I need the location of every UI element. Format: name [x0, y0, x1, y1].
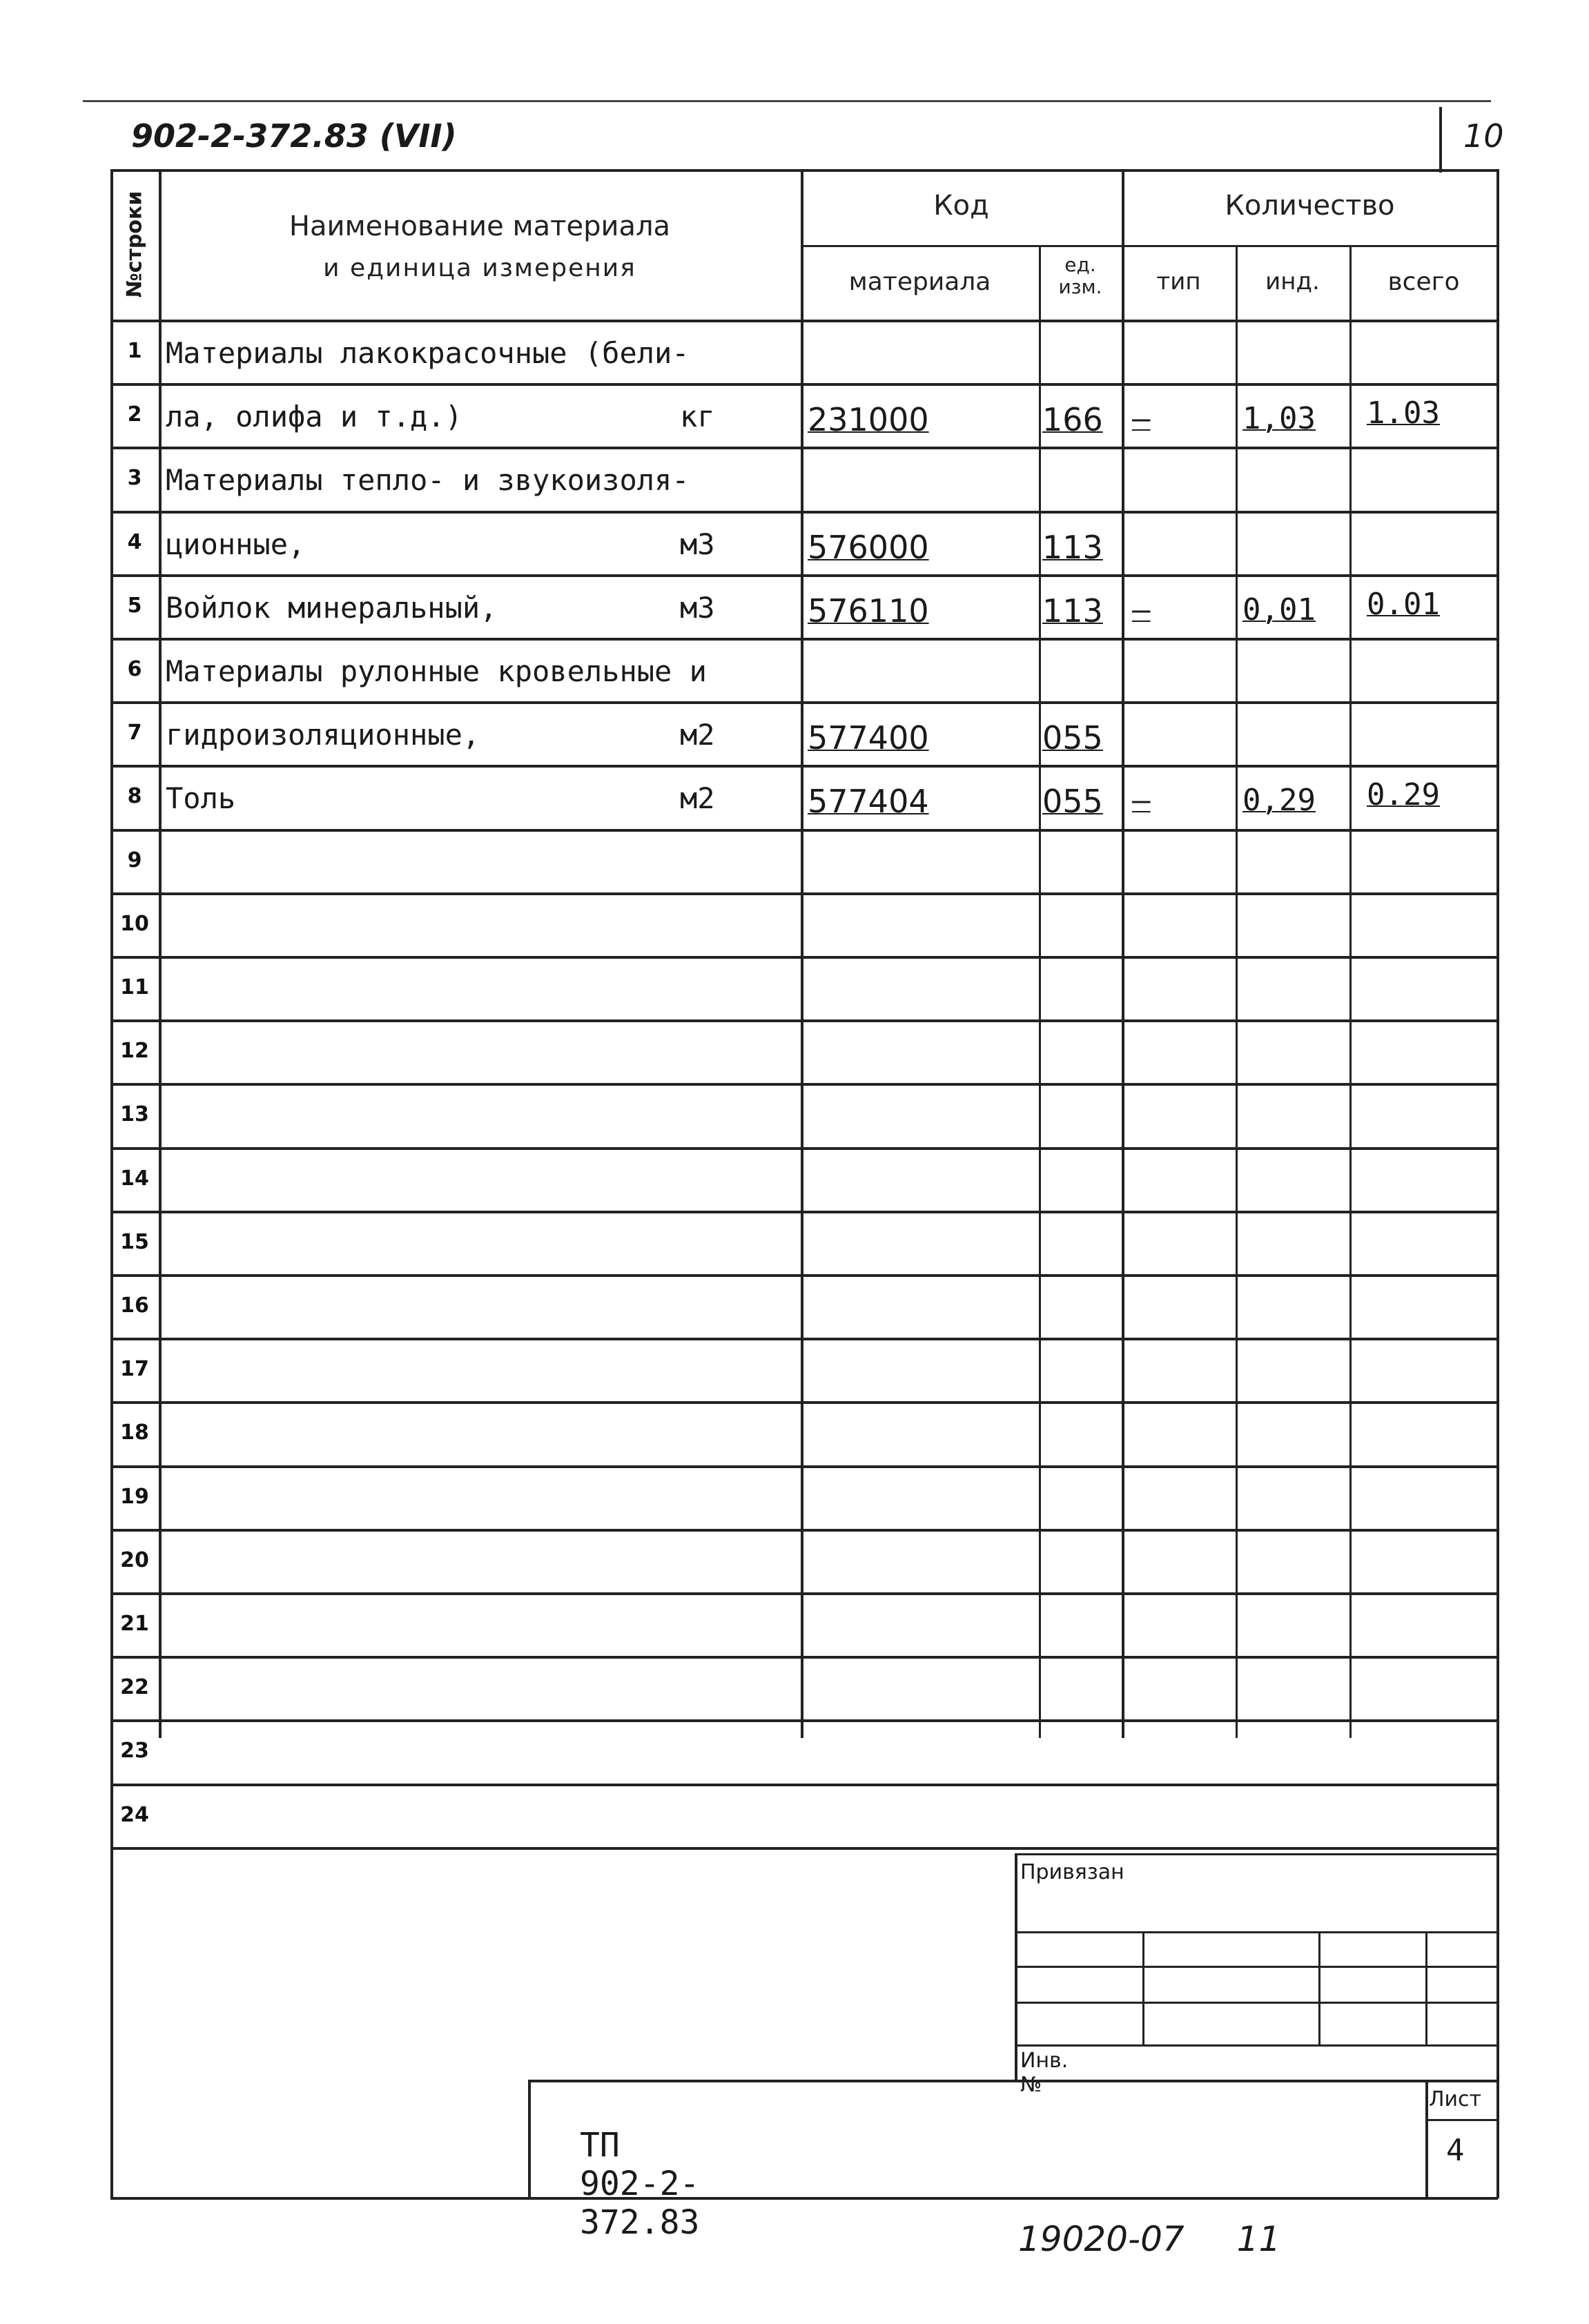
table-top-border [110, 169, 1498, 172]
row-number: 7 [127, 721, 142, 745]
material-code: 576110 [808, 592, 929, 629]
qty-individual: 1,03 [1242, 401, 1316, 437]
row-separator [110, 447, 1498, 449]
name-column-header: Наименование материала [289, 211, 671, 242]
qty-ind-header: инд. [1265, 268, 1320, 295]
row-separator [110, 1592, 1498, 1595]
unit-code: 113 [1042, 592, 1103, 629]
unit-code: 113 [1042, 528, 1103, 566]
row-number: 22 [120, 1675, 149, 1700]
row-separator [110, 701, 1498, 704]
material-code: 576000 [808, 528, 929, 566]
row-separator [110, 1083, 1498, 1086]
material-code: 231000 [808, 401, 929, 439]
row-separator [110, 574, 1498, 577]
unit-code: 055 [1042, 719, 1103, 757]
row-separator [110, 1719, 1498, 1722]
row-number: 4 [127, 529, 142, 554]
row-number: 6 [127, 657, 142, 681]
sheet-label: Лист [1429, 2087, 1482, 2111]
material-name: Материалы рулонные кровельные и [166, 654, 707, 688]
row-separator [110, 829, 1498, 832]
row-separator [110, 1147, 1498, 1150]
material-name: гидроизоляционные, [166, 718, 480, 752]
qty-individual: 0,01 [1242, 592, 1316, 627]
header-bottom-line [110, 320, 1498, 322]
code-unit-header: ед. изм. [1058, 253, 1102, 298]
row-number: 8 [127, 784, 142, 809]
row-number: 10 [120, 911, 149, 936]
col-divider-ind [1349, 245, 1352, 1738]
unit-code: 166 [1042, 401, 1103, 439]
unit-of-measure: м3 [680, 527, 715, 561]
row-separator [110, 1274, 1498, 1277]
qty-type: – [1132, 401, 1151, 437]
code-material-header: материала [848, 268, 991, 296]
row-separator [110, 1211, 1498, 1213]
qty-total: 1.03 [1367, 396, 1440, 431]
title-block-sheet-divider [1425, 2080, 1428, 2197]
row-number: 23 [120, 1739, 149, 1764]
material-name: ционные, [166, 527, 306, 561]
qty-type: – [1132, 592, 1151, 627]
stamp-top-border [1015, 1853, 1498, 1855]
qty-total: 0.29 [1367, 777, 1440, 813]
unit-of-measure: м2 [680, 781, 715, 816]
col-divider-code [1039, 245, 1041, 1738]
unit-of-measure: м3 [680, 590, 715, 625]
row-separator [110, 1401, 1498, 1404]
footer-handwritten-code: 19020-07 [1018, 2219, 1185, 2259]
table-bottom-border [110, 2197, 1498, 2200]
material-name: Толь [166, 781, 236, 816]
row-separator [110, 1784, 1498, 1786]
row-number: 9 [127, 848, 142, 872]
inventory-label: Инв. № [1020, 2049, 1069, 2097]
row-separator [110, 1019, 1498, 1022]
qty-total-header: всего [1387, 268, 1460, 296]
issue-mark: (VII) [379, 117, 457, 155]
row-separator [110, 1465, 1498, 1468]
col-divider-type [1236, 245, 1238, 1738]
material-name: Материалы лакокрасочные (бели- [166, 336, 690, 370]
row-number: 19 [120, 1484, 149, 1509]
row-number: 20 [120, 1547, 149, 1572]
row-separator [110, 956, 1498, 959]
series-code-text: 902-2-372.83 [131, 117, 369, 155]
sheet-label-divider [1425, 2119, 1498, 2121]
row-separator [110, 1338, 1498, 1340]
row-separator [110, 638, 1498, 641]
name-column-header-line2: и единица измерения [323, 254, 636, 282]
footer-handwritten-suffix: 11 [1236, 2219, 1281, 2259]
row-separator [110, 1847, 1498, 1850]
row-number: 18 [120, 1420, 149, 1445]
document-title: ТП 902-2-372.83 [580, 2126, 700, 2242]
table-right-border [1497, 169, 1499, 2198]
row-number: 21 [120, 1612, 149, 1636]
material-name: Войлок минеральный, [166, 590, 498, 625]
row-number: 3 [127, 466, 142, 491]
code-group-header: Код [933, 190, 989, 222]
title-block-top [528, 2080, 1498, 2082]
row-separator [110, 1656, 1498, 1659]
row-separator [110, 1529, 1498, 1532]
row-separator [110, 511, 1498, 514]
material-code: 577404 [808, 783, 929, 821]
qty-type: – [1132, 783, 1151, 819]
row-number: 1 [127, 339, 142, 363]
row-number: 14 [120, 1166, 149, 1191]
corner-divider [1439, 107, 1442, 173]
row-number: 2 [127, 402, 142, 427]
unit-code: 055 [1042, 783, 1103, 821]
qty-individual: 0,29 [1242, 783, 1316, 819]
stamp-grid-col-3 [1425, 1931, 1427, 2044]
col-divider-name [801, 169, 803, 1738]
unit-of-measure: кг [680, 400, 715, 434]
row-separator [110, 383, 1498, 386]
row-number: 13 [120, 1102, 149, 1127]
footer-handwritten-number [1018, 2219, 1280, 2259]
row-number: 11 [120, 975, 149, 999]
material-name: ла, олифа и т.д.) [166, 400, 462, 434]
row-separator [110, 765, 1498, 768]
row-number: 15 [120, 1229, 149, 1254]
col-divider-unit [1122, 169, 1124, 1738]
header-sub-line [801, 245, 1498, 247]
row-number: 12 [120, 1039, 149, 1064]
row-separator [110, 892, 1498, 895]
qty-group-header: Количество [1225, 190, 1395, 222]
row-number-header [110, 169, 159, 320]
stamp-grid-col-2 [1318, 1931, 1320, 2044]
col-divider-number [159, 169, 162, 1738]
title-block-left [528, 2080, 531, 2197]
page-corner-number: 10 [1463, 117, 1504, 155]
stamp-grid-col-1 [1142, 1931, 1144, 2044]
document-series-code [131, 117, 457, 155]
attached-label: Привязан [1020, 1860, 1124, 1884]
material-code: 577400 [808, 719, 929, 757]
qty-type-header: тип [1156, 268, 1201, 295]
row-number: 16 [120, 1293, 149, 1318]
material-name: Материалы тепло- и звукоизоля- [166, 463, 690, 498]
row-number: 17 [120, 1357, 149, 1382]
row-number: 24 [120, 1802, 149, 1827]
sheet-number: 4 [1446, 2133, 1465, 2168]
unit-of-measure: м2 [680, 718, 715, 752]
stamp-grid-line-4 [1015, 2044, 1498, 2047]
top-edge-line [83, 100, 1491, 102]
row-number-header-text: №строки [122, 191, 147, 298]
row-number: 5 [127, 593, 142, 618]
qty-total: 0.01 [1367, 586, 1440, 622]
